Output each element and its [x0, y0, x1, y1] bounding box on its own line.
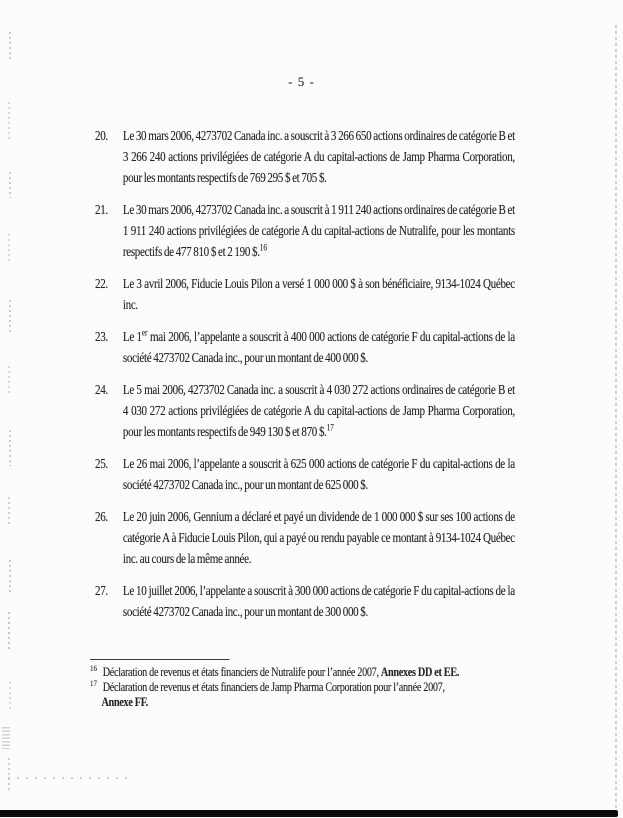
footnote-ref-17: 17 [326, 422, 334, 433]
footnote-ref-16: 16 [259, 242, 268, 253]
paragraph-text: Le 20 juin 2006, Gennium a déclaré et payé un dividende de 1 000 000 $ sur ses 100 actions de catégorie A à Fiducie Louis Pilon, qui a payé ou rendu payable ce montant à 9134-1024 Québec inc. au cours de la même année. [122, 509, 515, 566]
footnote-text: Déclaration de revenus et états financiers de Jamp Pharma Corporation pour l’année 2007, [102, 680, 445, 694]
scan-artifact-left [9, 430, 11, 466]
paragraph-20 [95, 125, 613, 188]
scan-artifact-left [8, 366, 10, 394]
paragraph-26 [95, 506, 613, 569]
paragraph-number: 27. [95, 583, 108, 598]
paragraph-23 [95, 326, 613, 368]
paragraph-text: Le 10 juillet 2006, l’appelante a souscrit à 300 000 actions de catégorie F du capital-actions de la société 4273702 Canada inc., pour un montant de 300 000 $. [122, 583, 515, 619]
footnote-annex-label: Annexes DD et EE. [380, 665, 460, 679]
paragraph-number: 22. [95, 276, 108, 291]
paragraph-text: Le 1er mai 2006, l’appelante a souscrit à 400 000 actions de catégorie F du capital-actions de la société 4273702 Canada inc., pour un montant de 400 000 $. [122, 327, 515, 365]
scan-artifact-left [8, 612, 10, 652]
paragraph-21 [95, 199, 613, 262]
paragraph-number: 20. [95, 128, 108, 143]
scan-artifact-left [8, 758, 10, 792]
footnote-separator [90, 659, 229, 660]
scan-artifact-left [9, 300, 11, 334]
scan-artifact-left [9, 682, 11, 710]
scan-artifact-dots [8, 777, 128, 779]
paragraph-text: Le 26 mai 2006, l’appelante a souscrit à 625 000 actions de catégorie F du capital-actions de la société 4273702 Canada inc., pour un montant de 625 000 $. [122, 456, 515, 492]
paragraph-text: Le 5 mai 2006, 4273702 Canada inc. a souscrit à 4 030 272 actions ordinaires de catégorie B et 4 030 272 actions privilégiées de catégorie A du capital-actions de Jamp Pharma Corporation, pour les montants respectifs de 949 130 $ et 870 $.$^{17}$ [122, 382, 515, 439]
footnote-text: Déclaration de revenus et états financiers de Nutralife pour l’année 2007, [102, 665, 381, 679]
paragraph-text: Le 3 avril 2006, Fiducie Louis Pilon a versé 1 000 000 $ à son bénéficiaire, 9134-1024 Québec inc. [122, 276, 515, 312]
paragraph-24 [95, 379, 613, 442]
paragraph-number: 26. [95, 509, 108, 524]
footnote-17 [90, 677, 549, 710]
paragraph-22 [95, 273, 613, 315]
paragraph-number: 25. [95, 456, 108, 471]
ordinal-superscript: er [141, 327, 148, 338]
footnote-annex-label: Annexe FF. [101, 695, 148, 709]
paragraph-27 [95, 580, 613, 622]
scan-artifact-left [9, 172, 11, 198]
paragraph-25 [95, 453, 613, 495]
footnote-marker-16: 16 [90, 662, 97, 673]
scan-artifact-left [8, 497, 10, 527]
paragraph-text: Le 30 mars 2006, 4273702 Canada inc. a souscrit à 1 911 240 actions ordinaires de catégorie B et 1 911 240 actions privilégiées de catégorie A du capital-actions de Nutralife, pour les montants respectifs de 477 810 $ et 2 190 $.$^{16}$ [122, 202, 515, 259]
scan-artifact-left [8, 234, 10, 264]
footnote-16 [90, 662, 549, 680]
footnote-marker-17: 17 [90, 677, 97, 688]
scan-artifact-right-edge [615, 25, 617, 811]
scan-artifact-left [8, 102, 10, 140]
paragraph-number: 23. [95, 329, 108, 344]
scan-artifact-left [9, 32, 11, 62]
paragraph-number: 24. [95, 382, 108, 397]
scan-artifact-hatch [2, 727, 10, 749]
paragraph-number: 21. [95, 202, 108, 217]
paragraph-text: Le 30 mars 2006, 4273702 Canada inc. a souscrit à 3 266 650 actions ordinaires de catégorie B et 3 266 240 actions privilégiées de catégorie A du capital-actions de Jamp Pharma Corporation, pour les montants respectifs de 769 295 $ et 705 $. [122, 128, 515, 185]
footnotes-section [90, 659, 549, 710]
scan-artifact-left [9, 560, 11, 594]
paragraph-list [95, 125, 613, 633]
page-number: - 5 - [288, 74, 315, 89]
scan-black-bar [0, 810, 618, 817]
